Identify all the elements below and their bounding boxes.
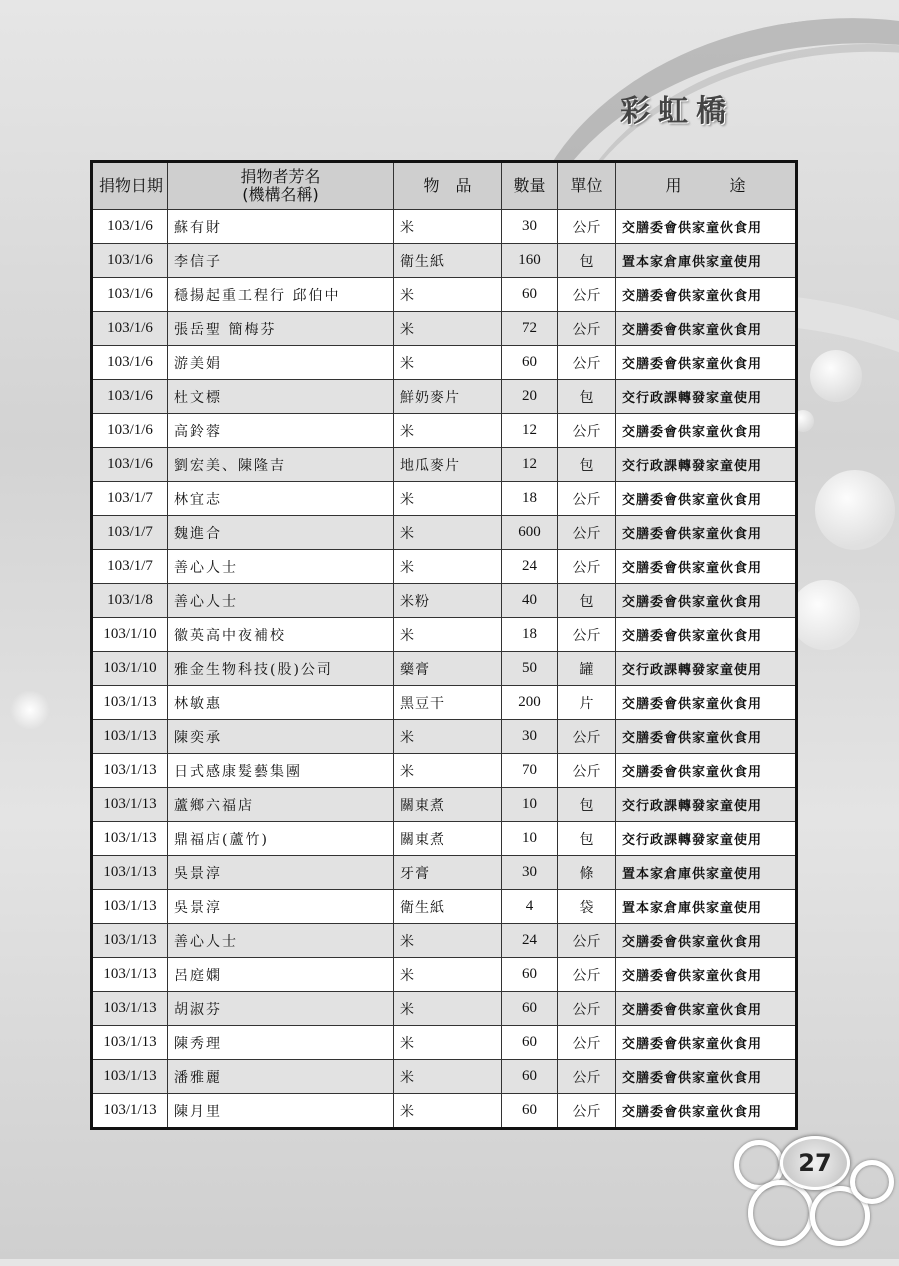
cell-unit: 包 [558,380,616,414]
donation-table [90,160,798,1130]
cell-donor: 雅金生物科技(股)公司 [168,652,394,686]
cell-donor: 日式感康髮藝集團 [168,754,394,788]
cell-date: 103/1/6 [92,448,168,482]
cell-unit: 包 [558,244,616,278]
cell-item: 關東煮 [394,788,502,822]
cell-unit: 公斤 [558,754,616,788]
cell-unit: 包 [558,448,616,482]
cell-date: 103/1/13 [92,958,168,992]
cell-quantity: 10 [502,822,558,856]
page-number: 27 [780,1136,850,1190]
table-row [92,720,797,754]
cell-unit: 條 [558,856,616,890]
cell-donor: 善心人士 [168,550,394,584]
cell-quantity: 30 [502,720,558,754]
cell-use: 交膳委會供家童伙食用 [616,686,797,720]
cell-use: 交行政課轉發家童使用 [616,788,797,822]
cell-unit: 公斤 [558,1094,616,1129]
cell-date: 103/1/13 [92,754,168,788]
col-header-date: 捐物日期 [92,162,168,210]
cell-unit: 公斤 [558,482,616,516]
cell-date: 103/1/8 [92,584,168,618]
cell-donor: 吳景淳 [168,856,394,890]
cell-date: 103/1/13 [92,788,168,822]
cell-item: 米 [394,550,502,584]
cell-donor: 林宜志 [168,482,394,516]
cell-use: 置本家倉庫供家童使用 [616,890,797,924]
cell-item: 米 [394,312,502,346]
cell-unit: 公斤 [558,346,616,380]
cell-unit: 公斤 [558,618,616,652]
table-row [92,652,797,686]
col-header-item: 物 品 [394,162,502,210]
cell-donor: 劉宏美、陳隆吉 [168,448,394,482]
cell-item: 米 [394,754,502,788]
cell-donor: 高鈴蓉 [168,414,394,448]
table-row [92,414,797,448]
cell-quantity: 160 [502,244,558,278]
cell-quantity: 18 [502,618,558,652]
cell-item: 地瓜麥片 [394,448,502,482]
cell-item: 米 [394,1094,502,1129]
cell-quantity: 60 [502,958,558,992]
cell-use: 置本家倉庫供家童使用 [616,244,797,278]
cell-date: 103/1/7 [92,482,168,516]
cell-date: 103/1/6 [92,244,168,278]
cell-unit: 袋 [558,890,616,924]
cell-date: 103/1/6 [92,278,168,312]
table-row [92,1060,797,1094]
cell-donor: 林敏惠 [168,686,394,720]
bubble-decoration [810,350,862,402]
cell-use: 交行政課轉發家童使用 [616,822,797,856]
cell-donor: 胡淑芬 [168,992,394,1026]
cell-date: 103/1/13 [92,686,168,720]
table-row [92,924,797,958]
cell-date: 103/1/13 [92,1094,168,1129]
cell-use: 交膳委會供家童伙食用 [616,312,797,346]
cell-date: 103/1/13 [92,1026,168,1060]
col-header-unit: 單位 [558,162,616,210]
cell-unit: 公斤 [558,1060,616,1094]
cell-item: 米 [394,1026,502,1060]
table-row [92,1094,797,1129]
cell-date: 103/1/6 [92,210,168,244]
table-body [92,210,797,1129]
table-row [92,278,797,312]
cell-quantity: 60 [502,346,558,380]
cell-quantity: 24 [502,550,558,584]
cell-donor: 鼎福店(蘆竹) [168,822,394,856]
bubble-decoration [815,470,895,550]
cell-date: 103/1/7 [92,516,168,550]
cell-quantity: 50 [502,652,558,686]
cell-unit: 罐 [558,652,616,686]
cell-item: 米 [394,482,502,516]
cell-use: 交膳委會供家童伙食用 [616,1060,797,1094]
ring-decoration [748,1180,814,1246]
cell-quantity: 4 [502,890,558,924]
cell-use: 交膳委會供家童伙食用 [616,992,797,1026]
cell-date: 103/1/13 [92,822,168,856]
table-row [92,346,797,380]
cell-use: 交膳委會供家童伙食用 [616,1026,797,1060]
cell-use: 交膳委會供家童伙食用 [616,584,797,618]
cell-item: 米 [394,414,502,448]
cell-donor: 善心人士 [168,924,394,958]
cell-date: 103/1/13 [92,924,168,958]
cell-item: 米 [394,618,502,652]
cell-quantity: 60 [502,1026,558,1060]
table-row [92,516,797,550]
cell-donor: 蘇有財 [168,210,394,244]
cell-quantity: 200 [502,686,558,720]
table-row [92,618,797,652]
cell-date: 103/1/13 [92,890,168,924]
cell-use: 交膳委會供家童伙食用 [616,618,797,652]
cell-quantity: 12 [502,414,558,448]
cell-use: 交膳委會供家童伙食用 [616,482,797,516]
cell-item: 米 [394,924,502,958]
cell-unit: 公斤 [558,1026,616,1060]
cell-quantity: 600 [502,516,558,550]
cell-unit: 公斤 [558,516,616,550]
cell-item: 藥膏 [394,652,502,686]
cell-quantity: 40 [502,584,558,618]
cell-use: 交膳委會供家童伙食用 [616,278,797,312]
cell-donor: 善心人士 [168,584,394,618]
table-row [92,992,797,1026]
table-row [92,380,797,414]
cell-donor: 杜文標 [168,380,394,414]
cell-item: 黑豆干 [394,686,502,720]
cell-use: 交行政課轉發家童使用 [616,448,797,482]
cell-donor: 穩揚起重工程行 邱伯中 [168,278,394,312]
cell-item: 米 [394,210,502,244]
page-title: 彩虹橋 [620,94,734,129]
cell-item: 牙膏 [394,856,502,890]
cell-donor: 呂庭嫻 [168,958,394,992]
cell-date: 103/1/10 [92,618,168,652]
cell-unit: 公斤 [558,312,616,346]
table-header-row [92,162,797,210]
cell-use: 交膳委會供家童伙食用 [616,414,797,448]
cell-use: 交膳委會供家童伙食用 [616,550,797,584]
table-row [92,856,797,890]
cell-quantity: 60 [502,992,558,1026]
bubble-decoration [790,580,860,650]
cell-date: 103/1/13 [92,992,168,1026]
cell-unit: 公斤 [558,550,616,584]
cell-date: 103/1/6 [92,414,168,448]
cell-date: 103/1/10 [92,652,168,686]
cell-donor: 吳景淳 [168,890,394,924]
cell-date: 103/1/7 [92,550,168,584]
cell-unit: 公斤 [558,278,616,312]
cell-use: 交膳委會供家童伙食用 [616,210,797,244]
sparkle-decoration [10,690,50,730]
cell-quantity: 24 [502,924,558,958]
cell-donor: 蘆鄉六福店 [168,788,394,822]
cell-item: 米 [394,992,502,1026]
cell-donor: 李信子 [168,244,394,278]
table-row [92,584,797,618]
cell-quantity: 12 [502,448,558,482]
cell-quantity: 70 [502,754,558,788]
cell-quantity: 20 [502,380,558,414]
cell-item: 米 [394,278,502,312]
cell-item: 關東煮 [394,822,502,856]
table-row [92,754,797,788]
col-header-donor: 捐物者芳名 (機構名稱) [168,162,394,210]
table-row [92,1026,797,1060]
table-row [92,822,797,856]
cell-use: 交膳委會供家童伙食用 [616,720,797,754]
cell-date: 103/1/6 [92,346,168,380]
cell-unit: 公斤 [558,414,616,448]
cell-item: 衛生紙 [394,244,502,278]
cell-item: 米 [394,346,502,380]
col-header-use: 用 途 [616,162,797,210]
table-row [92,244,797,278]
cell-item: 米 [394,958,502,992]
cell-date: 103/1/6 [92,380,168,414]
cell-unit: 包 [558,584,616,618]
cell-unit: 公斤 [558,924,616,958]
cell-quantity: 30 [502,210,558,244]
cell-use: 交行政課轉發家童使用 [616,652,797,686]
cell-date: 103/1/13 [92,1060,168,1094]
cell-date: 103/1/6 [92,312,168,346]
cell-quantity: 30 [502,856,558,890]
cell-donor: 陳秀理 [168,1026,394,1060]
cell-donor: 游美娟 [168,346,394,380]
cell-use: 交膳委會供家童伙食用 [616,516,797,550]
cell-quantity: 60 [502,1060,558,1094]
cell-donor: 徽英高中夜補校 [168,618,394,652]
cell-quantity: 72 [502,312,558,346]
cell-item: 米粉 [394,584,502,618]
cell-date: 103/1/13 [92,720,168,754]
table-row [92,312,797,346]
cell-unit: 公斤 [558,958,616,992]
table-row [92,890,797,924]
cell-donor: 張岳聖 簡梅芬 [168,312,394,346]
table-row [92,788,797,822]
cell-item: 米 [394,516,502,550]
ring-decoration [850,1160,894,1204]
cell-donor: 陳月里 [168,1094,394,1129]
cell-use: 交膳委會供家童伙食用 [616,754,797,788]
cell-item: 衛生紙 [394,890,502,924]
table-row [92,686,797,720]
cell-quantity: 60 [502,1094,558,1129]
cell-use: 交膳委會供家童伙食用 [616,1094,797,1129]
cell-item: 米 [394,720,502,754]
cell-donor: 潘雅麗 [168,1060,394,1094]
cell-use: 交膳委會供家童伙食用 [616,958,797,992]
cell-quantity: 10 [502,788,558,822]
cell-item: 鮮奶麥片 [394,380,502,414]
table-row [92,210,797,244]
cell-unit: 公斤 [558,992,616,1026]
col-header-quantity: 數量 [502,162,558,210]
cell-use: 交行政課轉發家童使用 [616,380,797,414]
cell-use: 交膳委會供家童伙食用 [616,924,797,958]
cell-use: 交膳委會供家童伙食用 [616,346,797,380]
cell-unit: 公斤 [558,720,616,754]
cell-unit: 包 [558,788,616,822]
cell-use: 置本家倉庫供家童使用 [616,856,797,890]
cell-unit: 包 [558,822,616,856]
table-row [92,482,797,516]
cell-item: 米 [394,1060,502,1094]
cell-donor: 魏進合 [168,516,394,550]
table-row [92,448,797,482]
table-row [92,550,797,584]
cell-donor: 陳奕承 [168,720,394,754]
cell-quantity: 60 [502,278,558,312]
cell-date: 103/1/13 [92,856,168,890]
cell-unit: 片 [558,686,616,720]
cell-quantity: 18 [502,482,558,516]
cell-unit: 公斤 [558,210,616,244]
table-row [92,958,797,992]
